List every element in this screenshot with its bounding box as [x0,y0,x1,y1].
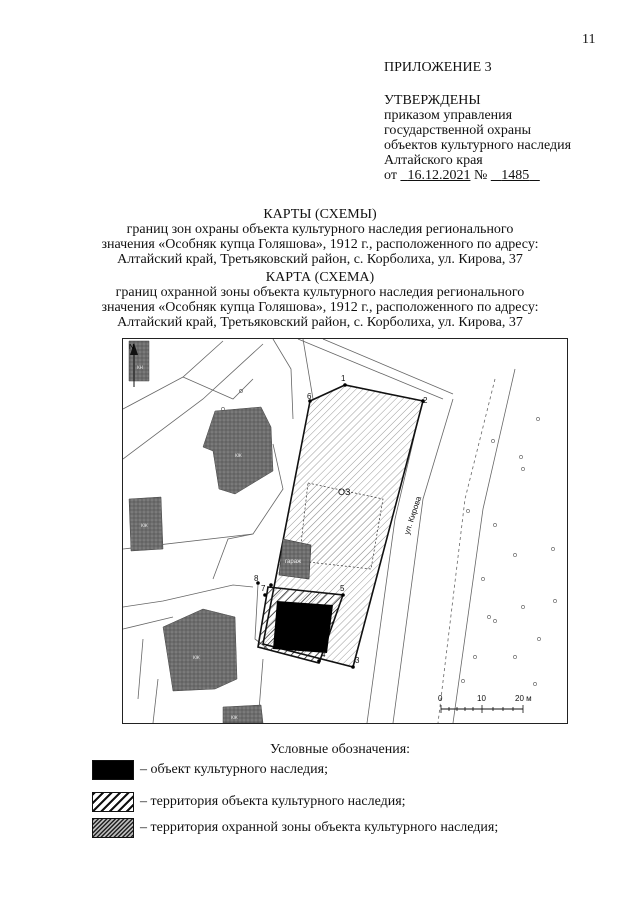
approval-block [384,60,571,183]
title2-line: границ охранной зоны объекта культурного наследия регионального [115,285,525,300]
approval-number: 1485 [501,168,530,183]
scale-label: 20 м [515,694,532,703]
page-number: 11 [582,32,596,47]
point-label: 7 [261,584,266,593]
point-label: 4 [321,650,326,659]
building-label: кж [235,453,242,459]
zone-map [122,338,568,724]
legend-label: – территория охранной зоны объекта культурного наследия; [140,820,499,835]
approved-label: УТВЕРЖДЕНЫ [384,93,481,108]
point-label: 2 [423,396,428,405]
protection-zone-swatch [92,818,134,838]
point-label: 8 [254,574,259,583]
neighbour-buildings [129,341,273,723]
point-label: 5 [340,584,345,593]
heritage-object-swatch [92,760,134,780]
legend-item [92,760,328,780]
point-label: 3 [355,656,360,665]
approval-line: Алтайского края [384,153,483,168]
title1-heading: КАРТЫ (СХЕМЫ) [263,207,377,222]
title2-line: значения «Особняк купца Голяшова», 1912 г., расположенного по адресу: [101,300,539,315]
scale-bar [438,694,532,713]
building-label: кн [137,365,143,371]
map-canvas [123,339,567,723]
approval-line: государственной охраны [384,123,532,138]
building-label: кж [231,715,238,721]
heritage-object [273,601,333,653]
street-label: ул. Кирова [402,495,424,536]
approval-line: объектов культурного наследия [384,138,572,153]
scale-label: 10 [477,694,486,703]
scale-label: 0 [438,694,443,703]
number-sign: № [473,168,488,183]
title1-line: Алтайский край, Третьяковский район, с. Корболиха, ул. Кирова, 37 [117,252,523,267]
legend-label: – объект культурного наследия; [140,762,328,777]
title1-line: значения «Особняк купца Голяшова», 1912 г., расположенного по адресу: [101,237,539,252]
title2-line: Алтайский край, Третьяковский район, с. Корболиха, ул. Кирова, 37 [117,315,523,330]
title1-block [0,207,640,267]
appendix-label: ПРИЛОЖЕНИЕ 3 [384,60,492,75]
title2-heading: КАРТА (СХЕМА) [265,270,375,285]
legend-item [92,792,406,812]
approval-date: 16.12.2021 [407,168,471,183]
object-territory-swatch [92,792,134,812]
legend-label: – территория объекта культурного наследия; [140,794,406,809]
approval-date-line [384,168,571,183]
garage-label: гараж [285,559,302,565]
approval-line: приказом управления [384,108,513,123]
legend-item [92,818,498,838]
title1-line: границ зон охраны объекта культурного наследия регионального [126,222,514,237]
date-prefix: от [384,168,397,183]
title2-block [0,270,640,330]
point-label: 6 [307,392,312,401]
north-label: N [129,344,135,351]
building-label: кж [193,655,200,661]
building-label: кж [141,523,148,529]
legend-title: Условные обозначения: [270,742,411,757]
point-label: 1 [341,374,346,383]
zone-label: ОЗ [338,487,351,497]
